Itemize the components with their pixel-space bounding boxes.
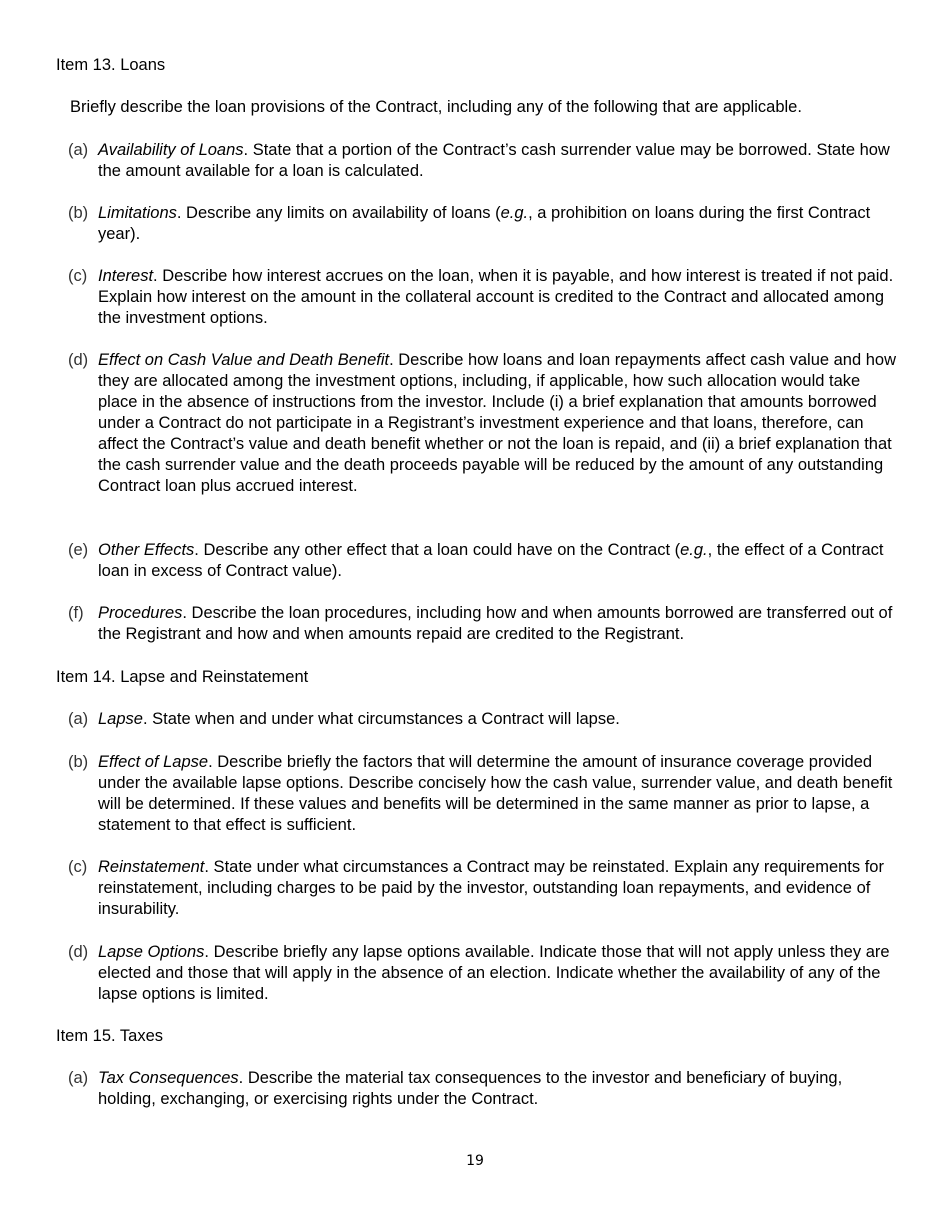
item-letter: (e) xyxy=(68,541,89,559)
item-13-intro: Briefly describe the loan provisions of the Contract, including any of the following that are applicable. xyxy=(70,98,802,116)
page-number: 19 xyxy=(466,1153,484,1169)
item-14-b xyxy=(68,752,898,836)
item-title: Limitations xyxy=(98,204,177,222)
item-13-f xyxy=(68,603,898,645)
item-body xyxy=(98,203,898,245)
item-body xyxy=(98,942,898,1005)
item-15-heading: Item 15. Taxes xyxy=(56,1027,164,1045)
item-text: . Describe the loan procedures, including how and when amounts borrowed are transferred out of the Registrant and how and when amounts repaid are credited to the Registrant. xyxy=(98,604,893,643)
item-body xyxy=(98,603,898,645)
item-text-italic: e.g. xyxy=(500,204,529,222)
item-body xyxy=(98,266,898,329)
item-13-b xyxy=(68,203,898,245)
item-letter: (d) xyxy=(68,943,89,961)
item-text: . Describe the material tax consequences to the investor and beneficiary of buying, holding, exchanging, or exercising rights under the Contract. xyxy=(98,1069,843,1108)
item-text: . Describe any limits on availability of loans ( xyxy=(176,204,501,222)
item-text: . Describe briefly any lapse options available. Indicate those that will not apply unless they are elected and those that will apply in the absence of an election. Indicate whether the availability of any of the lapse options is limited. xyxy=(98,943,890,1003)
item-title: Lapse xyxy=(98,710,143,728)
item-letter: (c) xyxy=(68,858,88,876)
item-15-a xyxy=(68,1068,898,1110)
item-title: Interest xyxy=(98,267,154,285)
item-title: Procedures xyxy=(98,604,183,622)
item-title: Tax Consequences xyxy=(98,1069,239,1087)
item-text: . State when and under what circumstances a Contract will lapse. xyxy=(142,710,620,728)
item-body xyxy=(98,350,898,497)
item-title: Reinstatement xyxy=(98,858,205,876)
item-text: . Describe briefly the factors that will determine the amount of insurance coverage provided under the available lapse options. Describe concisely how the cash value, surrender value, and death benefit will be determined. If these values and benefits will be determined in the same manner as prior to lapse, a statement to that effect is sufficient. xyxy=(98,753,893,834)
item-text: , a prohibition on loans during the first Contract year). xyxy=(98,204,871,243)
item-body xyxy=(98,540,898,582)
item-text: . Describe how loans and loan repayments affect cash value and how they are allocated among the investment options, including, if applicable, how such allocation would take place in the absence of instructions from the investor. Include (i) a brief explanation that amounts borrowed under a Contract do not participate in a Registrant’s investment experience and that loans, therefore, can affect the Contract’s value and death benefit whether or not the loan is repaid, and (ii) a brief explanation that the cash surrender value and the death proceeds payable will be reduced by the amount of any outstanding Contract loan plus accrued interest. xyxy=(98,351,897,495)
item-body xyxy=(98,709,898,730)
item-letter: (b) xyxy=(68,753,89,771)
item-letter: (a) xyxy=(68,710,89,728)
item-14-c xyxy=(68,857,898,920)
item-text: , the effect of a Contract loan in excess of Contract value). xyxy=(98,541,884,580)
item-title: Effect on Cash Value and Death Benefit xyxy=(98,351,390,369)
item-text: . Describe any other effect that a loan could have on the Contract ( xyxy=(194,541,681,559)
item-13-d xyxy=(68,350,898,497)
item-body xyxy=(98,140,898,182)
item-body xyxy=(98,752,898,836)
item-13-heading: Item 13. Loans xyxy=(56,56,166,74)
item-text-italic: e.g. xyxy=(680,541,708,559)
item-letter: (d) xyxy=(68,351,89,369)
item-13-c xyxy=(68,266,898,329)
item-body xyxy=(98,857,898,920)
item-14-a xyxy=(68,709,898,730)
item-text: . State under what circumstances a Contract may be reinstated. Explain any requirements for reinstatement, including charges to be paid by the investor, outstanding loan repayments, and evidence of insurability. xyxy=(98,858,884,918)
item-text: . Describe how interest accrues on the loan, when it is payable, and how interest is treated if not paid. Explain how interest on the amount in the collateral account is credited to the Contract and allocated among the investment options. xyxy=(98,267,894,327)
item-text: . State that a portion of the Contract’s cash surrender value may be borrowed. State how the amount available for a loan is calculated. xyxy=(98,141,890,180)
item-title: Effect of Lapse xyxy=(98,753,209,771)
item-14-d xyxy=(68,942,898,1005)
item-14-heading: Item 14. Lapse and Reinstatement xyxy=(56,668,309,686)
item-letter: (a) xyxy=(68,141,89,159)
item-letter: (c) xyxy=(68,267,88,285)
item-13-e xyxy=(68,540,898,582)
item-letter: (b) xyxy=(68,204,89,222)
item-body xyxy=(98,1068,898,1110)
item-letter: (f) xyxy=(68,604,84,622)
item-13-a xyxy=(68,140,898,182)
item-letter: (a) xyxy=(68,1069,89,1087)
item-title: Lapse Options xyxy=(98,943,205,961)
item-title: Availability of Loans xyxy=(98,141,244,159)
item-title: Other Effects xyxy=(98,541,195,559)
